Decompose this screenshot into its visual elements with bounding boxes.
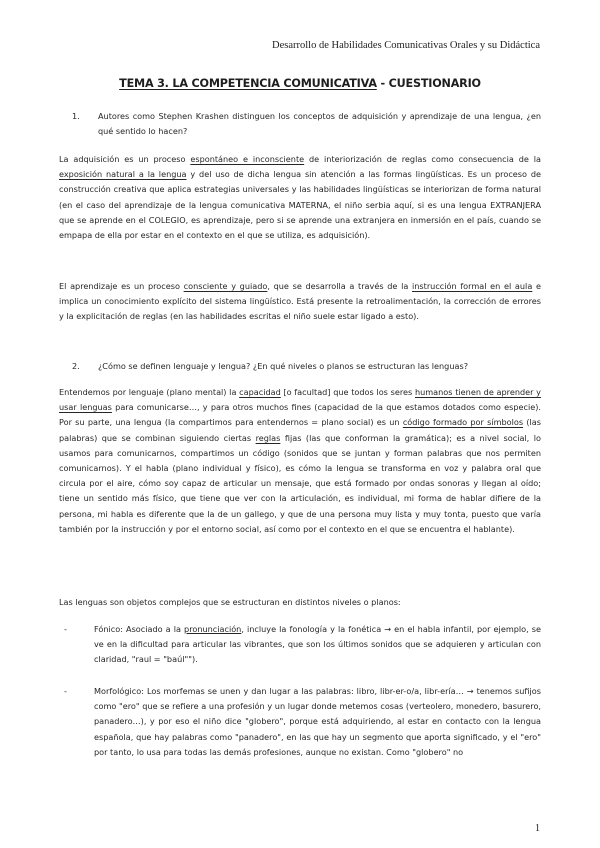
p2-underline-1: consciente y guiado [183,281,268,291]
p1-underline-1: espontáneo e inconsciente [190,154,305,164]
p3-text-b: [o facultad] que todos los seres [280,387,415,397]
title-main: TEMA 3. LA COMPETENCIA COMUNICATIVA [119,77,377,90]
answer-2-paragraph-1 [59,385,541,537]
p2-text-c: e implica un conocimiento explícito del sistema lingüístico. Está presente la retroalimentación, la corrección de errores y la explicitación de reglas (en las habilidades escritas el niño suele estar ligado a esto). [59,281,541,322]
answer-2-paragraph-2: Las lenguas son objetos complejos que se estructuran en distintos niveles o planos: [59,597,401,607]
question-2-number: 2. [72,361,80,371]
item1-underline: pronunciación [184,624,242,634]
p2-text-a: El aprendizaje es un proceso [59,281,184,291]
p3-text-a: Entendemos por lenguaje (plano mental) la [59,387,240,397]
list-dash: - [64,686,67,696]
p3-underline-3: código formado por símbolos [402,417,524,428]
answer-1-paragraph-2 [59,279,541,325]
p1-text-c: y del uso de dicha lengua sin atención a las formas lingüísticas. Es un proceso de construcción creativa que aplica estrategias universales y las habilidades lingüísticas se interiorizan de forma natural (en el caso del aprendizaje de la lengua comunicativa MATERNA, el niño serbia aquí, si es una lengua EXTRANJERA que se aprende en el COLEGIO, es aprendizaje, pero si se aprende una extranjera en inmersión en el país, cuando se empapa de ella por estar en el contexto en el que se utiliza, es adquisición). [59,169,541,241]
question-1-number: 1. [72,111,80,121]
p3-underline-2: humanos tienen de aprender y usar lenguas [59,387,541,413]
answer-1-paragraph-1 [59,152,541,243]
p3-underline-4: reglas [255,432,281,443]
p1-text-b: de interiorización de reglas como consecuencia de la [304,154,541,164]
page-number: 1 [535,823,540,834]
list-item-morfologico [64,684,541,760]
p1-underline-2: exposición natural a la lengua [59,169,187,180]
question-1 [72,109,541,139]
item1-text-b: , incluye la fonología y la fonética → en el habla infantil, por ejemplo, se ve en la dificultad para articular las vibrantes, que son los últimos sonidos que se adquieren y articulan con claridad, "raul = "baúl""). [94,624,542,665]
item1-text-a: Fónico: Asociado a la [94,624,185,634]
list-item-fonico [64,622,541,668]
question-2 [72,359,541,374]
page-title [0,77,600,90]
p1-text-a: La adquisición es un proceso [59,154,191,164]
list-item-fonico-text [94,622,541,668]
question-2-text: ¿Cómo se definen lenguaje y lengua? ¿En qué niveles o planos se estructuran las lenguas? [98,361,469,371]
p3-text-c: para comunicarse…, y para otros muchos fines (capacidad de la que estamos dotados como especie). Por su parte, una lengua (la compartimos para entendernos = plano social) es un [59,402,541,428]
question-1-text: Autores como Stephen Krashen distinguen los conceptos de adquisición y aprendizaje de una lengua, ¿en qué sentido lo hacen? [98,111,541,137]
p2-underline-2: instrucción formal en el aula [412,281,533,291]
title-suffix: - CUESTIONARIO [376,77,481,90]
p3-text-e: fijas (las que conforman la gramática); es a nivel social, lo usamos para comunicarnos, compartimos un código (sonidos que se juntan y forman palabras que nos permiten comunicarnos). Y el habla (plano individual y físico), es cómo la lengua se transforma en voz y palabra oral que circula por el aire, cómo soy capaz de articular un mensaje, que está formado por ondas sonoras y llegan al oído; tiene un sentido más físico, que tiene que ver con la articulación, es individual, mi forma de hablar difiere de la persona, mi habla es diferente que la de un gallego, y que de una persona muy lista y muy tonta, puesto que varía también por la instrucción y por el entorno social, así como por el contexto en el que se encuentra el hablante). [59,432,541,534]
p3-text-d: (las palabras) que se combinan siguiendo ciertas [59,417,541,443]
list-item-morfologico-text: Morfológico: Los morfemas se unen y dan lugar a las palabras: libro, libr-er-o/a, libr-ería… → tenemos sufijos como "ero" que se refiere a una profesión y un lugar donde metemos cosas (verteolero, monedero, basurero, panadero…), y por eso el niño dice "globero", porque está adquiriendo, al estar en contacto con la lengua española, que hay palabras como "panadero", en las que hay un segmento que aporta significado, y el "ero" por tanto, lo usa para todas las demás profesiones, aunque no existan. Como "globero" no [94,686,541,757]
p3-underline-1: capacidad [239,387,281,397]
running-header: Desarrollo de Habilidades Comunicativas Orales y su Didáctica [272,40,540,51]
p2-text-b: , que se desarrolla a través de la [267,281,413,291]
list-dash: - [64,624,67,634]
